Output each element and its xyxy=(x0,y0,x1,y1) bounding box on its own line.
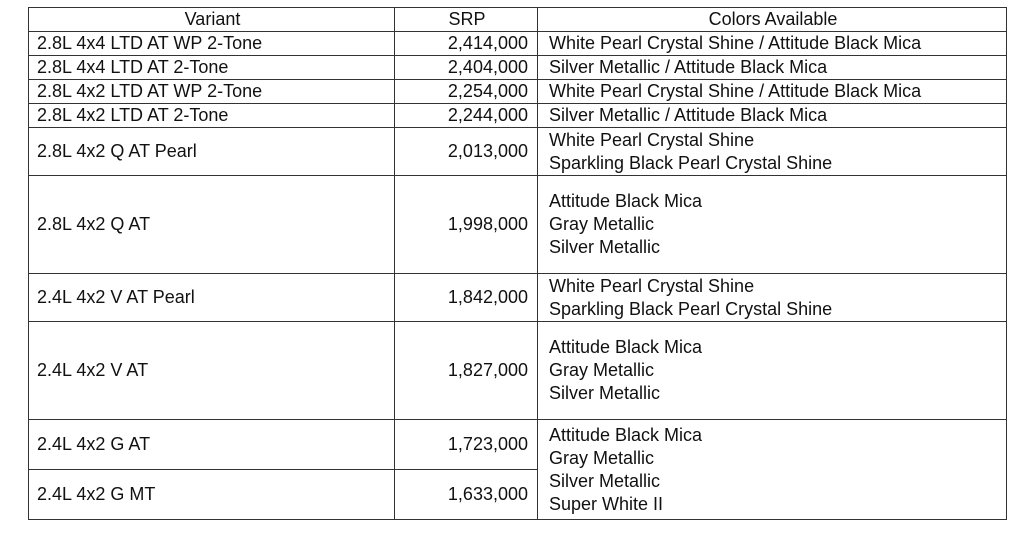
color-option: White Pearl Crystal Shine / Attitude Black Mica xyxy=(549,33,922,53)
color-option: White Pearl Crystal Shine / Attitude Black Mica xyxy=(549,81,922,101)
variant-cell: 2.4L 4x2 V AT xyxy=(29,322,395,420)
colors-cell xyxy=(538,128,1007,176)
table-row xyxy=(29,322,1007,420)
colors-cell xyxy=(538,56,1007,80)
table-row xyxy=(29,104,1007,128)
color-option: Super White II xyxy=(549,493,664,514)
variant-cell: 2.8L 4x2 LTD AT WP 2-Tone xyxy=(29,80,395,104)
srp-cell: 2,254,000 xyxy=(395,80,538,104)
colors-cell xyxy=(538,32,1007,56)
header-srp: SRP xyxy=(395,8,538,32)
color-option: Silver Metallic xyxy=(549,237,661,257)
variant-cell: 2.8L 4x4 LTD AT WP 2-Tone xyxy=(29,32,395,56)
color-option: Silver Metallic / Attitude Black Mica xyxy=(549,105,828,125)
srp-cell: 1,723,000 xyxy=(395,420,538,470)
variant-cell: 2.8L 4x2 Q AT xyxy=(29,176,395,274)
color-option: Sparkling Black Pearl Crystal Shine xyxy=(549,152,833,173)
variant-cell: 2.8L 4x4 LTD AT 2-Tone xyxy=(29,56,395,80)
table-row xyxy=(29,274,1007,322)
variant-price-table xyxy=(28,7,1007,520)
variant-cell: 2.8L 4x2 LTD AT 2-Tone xyxy=(29,104,395,128)
color-option: Gray Metallic xyxy=(549,447,655,468)
table-header-row xyxy=(29,8,1007,32)
variant-cell: 2.4L 4x2 G AT xyxy=(29,420,395,470)
color-option: Sparkling Black Pearl Crystal Shine xyxy=(549,298,833,319)
colors-cell xyxy=(538,80,1007,104)
table-row xyxy=(29,420,1007,470)
srp-cell: 1,633,000 xyxy=(395,470,538,520)
srp-cell: 2,244,000 xyxy=(395,104,538,128)
color-option: Silver Metallic / Attitude Black Mica xyxy=(549,57,828,77)
srp-cell: 1,842,000 xyxy=(395,274,538,322)
color-option: Attitude Black Mica xyxy=(549,337,703,357)
price-list-sheet xyxy=(28,7,1006,520)
srp-cell: 1,998,000 xyxy=(395,176,538,274)
table-row xyxy=(29,56,1007,80)
colors-cell xyxy=(538,322,1007,420)
header-variant: Variant xyxy=(29,8,395,32)
colors-cell xyxy=(538,176,1007,274)
variant-cell: 2.4L 4x2 G MT xyxy=(29,470,395,520)
colors-cell-shared xyxy=(538,420,1007,520)
colors-cell xyxy=(538,274,1007,322)
color-option: Attitude Black Mica xyxy=(549,424,703,445)
srp-cell: 2,404,000 xyxy=(395,56,538,80)
color-option: Attitude Black Mica xyxy=(549,191,703,211)
srp-cell: 2,013,000 xyxy=(395,128,538,176)
srp-cell: 1,827,000 xyxy=(395,322,538,420)
color-option: Gray Metallic xyxy=(549,360,655,380)
color-option: White Pearl Crystal Shine xyxy=(549,129,755,150)
color-option: Silver Metallic xyxy=(549,383,661,403)
table-row xyxy=(29,128,1007,176)
variant-cell: 2.8L 4x2 Q AT Pearl xyxy=(29,128,395,176)
table-row xyxy=(29,176,1007,274)
header-colors-available: Colors Available xyxy=(538,8,1007,32)
colors-cell xyxy=(538,104,1007,128)
color-option: Gray Metallic xyxy=(549,214,655,234)
table-row xyxy=(29,32,1007,56)
variant-cell: 2.4L 4x2 V AT Pearl xyxy=(29,274,395,322)
table-row xyxy=(29,80,1007,104)
srp-cell: 2,414,000 xyxy=(395,32,538,56)
color-option: Silver Metallic xyxy=(549,470,661,491)
color-option: White Pearl Crystal Shine xyxy=(549,275,755,296)
